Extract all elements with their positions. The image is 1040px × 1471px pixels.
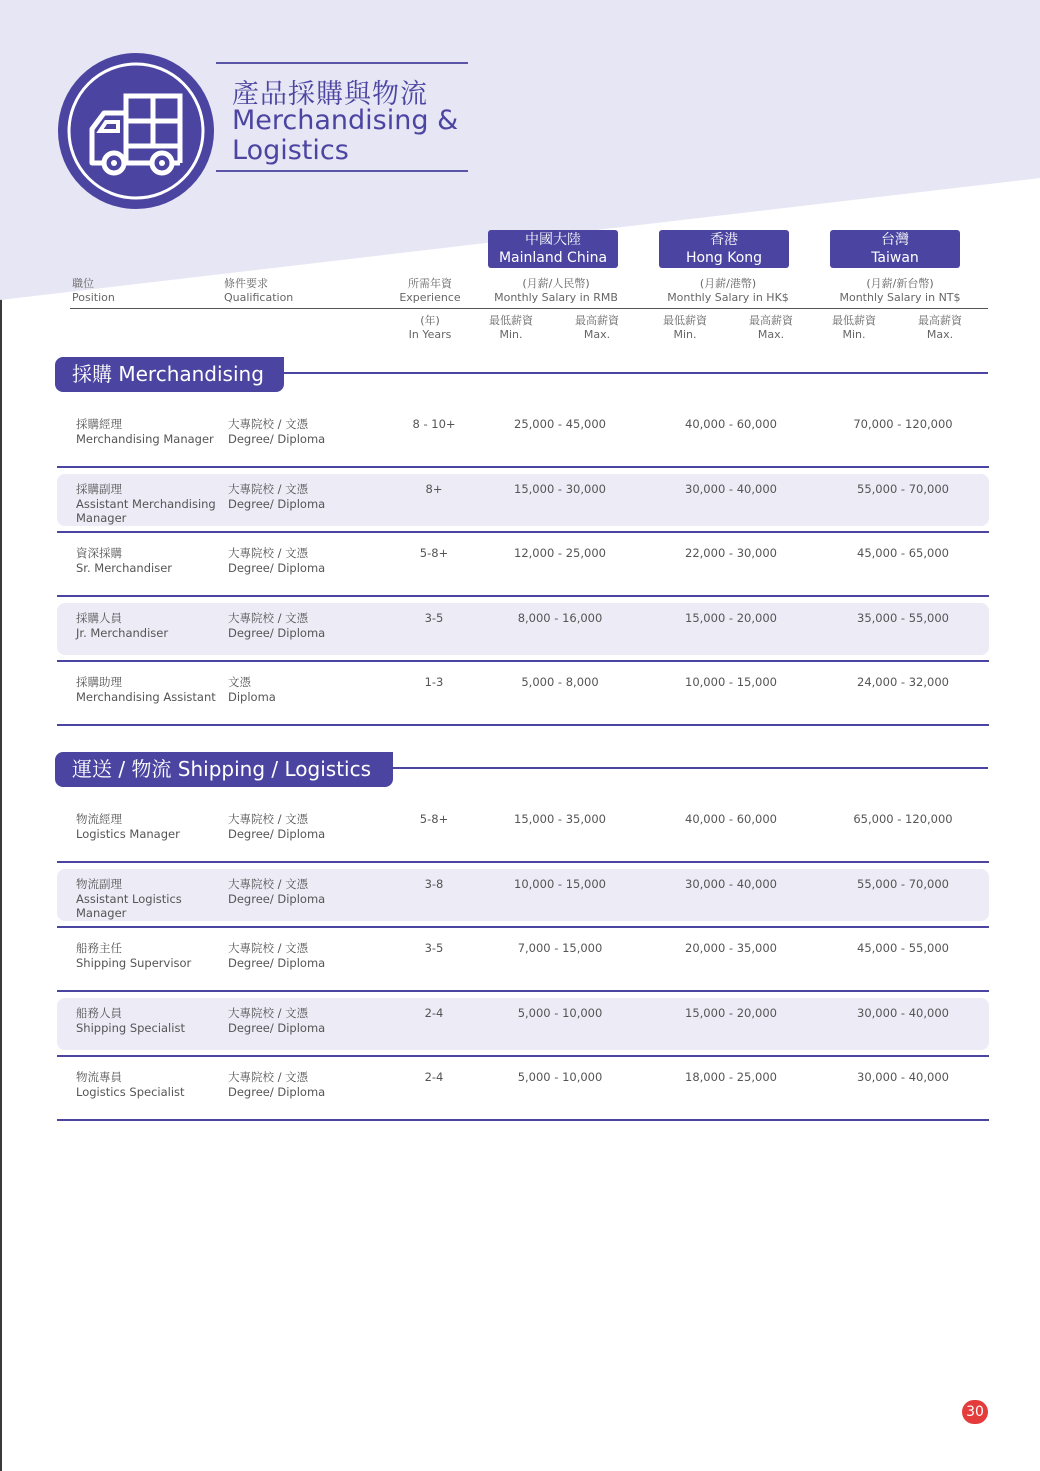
job-title-cn: 船務主任 bbox=[76, 941, 122, 955]
salary-rmb: 8,000 - 16,000 bbox=[517, 611, 603, 625]
job-title-cn: 採購人員 bbox=[76, 611, 122, 625]
salary-hkd: 15,000 - 20,000 bbox=[685, 611, 777, 625]
header-experience bbox=[390, 277, 470, 305]
unit-en: Monthly Salary in NT$ bbox=[839, 291, 961, 304]
qualification-en: Degree/ Diploma bbox=[228, 826, 326, 841]
row-divider bbox=[57, 466, 989, 468]
header-min-en: Min. bbox=[842, 328, 866, 341]
header-max-en: Max. bbox=[926, 328, 954, 341]
job-title bbox=[76, 1006, 226, 1035]
qualification-en: Degree/ Diploma bbox=[228, 431, 326, 446]
salary-hkd: 15,000 - 20,000 bbox=[685, 1006, 777, 1020]
qualification-en: Degree/ Diploma bbox=[228, 955, 326, 970]
salary-hkd: 20,000 - 35,000 bbox=[685, 941, 777, 955]
region-name-cn: 台灣 bbox=[881, 232, 909, 248]
region-name-cn: 中國大陸 bbox=[525, 232, 581, 248]
salary-hkd: 18,000 - 25,000 bbox=[685, 1070, 777, 1084]
row-divider bbox=[57, 861, 989, 863]
job-title bbox=[76, 1070, 226, 1099]
job-title-en: Logistics Manager bbox=[76, 826, 180, 841]
header-max-cn: 最高薪資 bbox=[918, 314, 962, 327]
job-title-en: Sr. Merchandiser bbox=[76, 560, 172, 575]
experience-years: 2-4 bbox=[424, 1006, 444, 1020]
salary-rmb: 5,000 - 8,000 bbox=[521, 675, 599, 689]
qualification-cn: 大專院校 / 文憑 bbox=[228, 1006, 309, 1020]
qualification-en: Degree/ Diploma bbox=[228, 560, 326, 575]
job-title-en: Assistant Merchandising Manager bbox=[76, 496, 216, 525]
salary-ntd: 30,000 - 40,000 bbox=[857, 1006, 949, 1020]
salary-rmb: 5,000 - 10,000 bbox=[517, 1006, 603, 1020]
header-qualification bbox=[224, 277, 293, 305]
experience-years: 3-5 bbox=[424, 941, 444, 955]
salary-ntd: 55,000 - 70,000 bbox=[857, 877, 949, 891]
qualification-cn: 大專院校 / 文憑 bbox=[228, 1070, 309, 1084]
unit-en: Monthly Salary in RMB bbox=[494, 291, 618, 304]
header-years-cn: (年) bbox=[420, 314, 440, 327]
qualification bbox=[228, 675, 276, 704]
qualification bbox=[228, 482, 325, 511]
page-number-badge: 30 bbox=[962, 1400, 988, 1424]
header-min-rmb bbox=[482, 314, 540, 342]
qualification-en: Degree/ Diploma bbox=[228, 1084, 326, 1099]
title-english bbox=[232, 106, 458, 166]
salary-hkd: 30,000 - 40,000 bbox=[685, 482, 777, 496]
region-name-en: Taiwan bbox=[871, 250, 919, 266]
qualification bbox=[228, 812, 325, 841]
salary-ntd: 45,000 - 65,000 bbox=[857, 546, 949, 560]
job-title bbox=[76, 546, 226, 575]
qualification-en: Degree/ Diploma bbox=[228, 1020, 326, 1035]
job-title-en: Merchandising Assistant bbox=[76, 689, 216, 704]
region-badge-hong-kong bbox=[659, 230, 789, 268]
header-max-cn: 最高薪資 bbox=[575, 314, 619, 327]
qualification-cn: 大專院校 / 文憑 bbox=[228, 546, 309, 560]
qualification-en: Diploma bbox=[228, 689, 276, 704]
qualification bbox=[228, 941, 325, 970]
header-experience-cn: 所需年資 bbox=[408, 277, 452, 290]
header-min-ntd bbox=[825, 314, 883, 342]
title-bottom-rule bbox=[216, 170, 468, 172]
row-divider bbox=[57, 1119, 989, 1121]
salary-ntd: 65,000 - 120,000 bbox=[853, 812, 953, 826]
header-unit-rmb bbox=[476, 277, 636, 305]
header-min-cn: 最低薪資 bbox=[832, 314, 876, 327]
header-unit-ntd bbox=[820, 277, 980, 305]
section-label-shipping-logistics: 運送 / 物流 Shipping / Logistics bbox=[55, 752, 393, 787]
experience-years: 8+ bbox=[425, 482, 443, 496]
section-rule bbox=[284, 372, 988, 374]
job-title-en: Jr. Merchandiser bbox=[76, 625, 169, 640]
header-unit-hkd bbox=[648, 277, 808, 305]
qualification bbox=[228, 1070, 325, 1099]
qualification bbox=[228, 611, 325, 640]
qualification-cn: 大專院校 / 文憑 bbox=[228, 941, 309, 955]
salary-rmb: 7,000 - 15,000 bbox=[517, 941, 603, 955]
experience-years: 3-5 bbox=[424, 611, 444, 625]
title-top-rule bbox=[216, 62, 468, 64]
header-max-ntd bbox=[911, 314, 969, 342]
salary-rmb: 5,000 - 10,000 bbox=[517, 1070, 603, 1084]
qualification-en: Degree/ Diploma bbox=[228, 891, 326, 906]
job-title-cn: 物流專員 bbox=[76, 1070, 122, 1084]
salary-rmb: 25,000 - 45,000 bbox=[514, 417, 606, 431]
row-divider bbox=[57, 660, 989, 662]
job-title-en: Shipping Specialist bbox=[76, 1020, 185, 1035]
job-title bbox=[76, 675, 226, 704]
header-max-en: Max. bbox=[583, 328, 611, 341]
row-divider bbox=[57, 531, 989, 533]
row-divider bbox=[57, 990, 989, 992]
job-title bbox=[76, 812, 226, 841]
qualification bbox=[228, 877, 325, 906]
salary-ntd: 24,000 - 32,000 bbox=[857, 675, 949, 689]
region-name-cn: 香港 bbox=[710, 232, 738, 248]
qualification-cn: 大專院校 / 文憑 bbox=[228, 877, 309, 891]
job-title-cn: 物流副理 bbox=[76, 877, 122, 891]
header-position bbox=[72, 277, 115, 305]
experience-years: 1-3 bbox=[424, 675, 444, 689]
qualification-cn: 大專院校 / 文憑 bbox=[228, 812, 309, 826]
region-badge-mainland-china bbox=[488, 230, 618, 268]
salary-hkd: 22,000 - 30,000 bbox=[685, 546, 777, 560]
salary-rmb: 15,000 - 35,000 bbox=[514, 812, 606, 826]
header-min-cn: 最低薪資 bbox=[663, 314, 707, 327]
region-name-en: Hong Kong bbox=[685, 250, 763, 266]
qualification-cn: 大專院校 / 文憑 bbox=[228, 482, 309, 496]
header-years-en: In Years bbox=[408, 328, 452, 341]
qualification bbox=[228, 546, 325, 575]
experience-years: 5-8+ bbox=[419, 546, 449, 560]
salary-hkd: 40,000 - 60,000 bbox=[685, 417, 777, 431]
title-english-line1: Merchandising & bbox=[232, 105, 459, 136]
experience-years: 3-8 bbox=[424, 877, 444, 891]
header-years bbox=[400, 314, 460, 342]
job-title bbox=[76, 611, 226, 640]
salary-ntd: 35,000 - 55,000 bbox=[857, 611, 949, 625]
experience-years: 5-8+ bbox=[419, 812, 449, 826]
header-max-en: Max. bbox=[757, 328, 785, 341]
unit-en: Monthly Salary in HK$ bbox=[667, 291, 789, 304]
job-title-en: Assistant Logistics Manager bbox=[76, 891, 182, 920]
header-qualification-en: Qualification bbox=[224, 291, 294, 304]
header-position-en: Position bbox=[72, 291, 115, 304]
job-title bbox=[76, 417, 226, 446]
delivery-truck-icon bbox=[56, 51, 216, 211]
header-position-cn: 職位 bbox=[72, 277, 94, 290]
qualification-cn: 大專院校 / 文憑 bbox=[228, 417, 309, 431]
page-title bbox=[216, 62, 468, 172]
region-badge-taiwan bbox=[830, 230, 960, 268]
salary-ntd: 30,000 - 40,000 bbox=[857, 1070, 949, 1084]
job-title bbox=[76, 482, 226, 526]
header-max-rmb bbox=[568, 314, 626, 342]
header-min-hkd bbox=[656, 314, 714, 342]
qualification-en: Degree/ Diploma bbox=[228, 496, 326, 511]
job-title-cn: 採購助理 bbox=[76, 675, 122, 689]
job-title-cn: 採購經理 bbox=[76, 417, 122, 431]
job-title bbox=[76, 941, 226, 970]
salary-ntd: 70,000 - 120,000 bbox=[853, 417, 953, 431]
unit-cn: (月薪/人民幣) bbox=[522, 277, 590, 290]
header-min-en: Min. bbox=[499, 328, 523, 341]
header-min-cn: 最低薪資 bbox=[489, 314, 533, 327]
section-rule bbox=[393, 767, 988, 769]
salary-rmb: 10,000 - 15,000 bbox=[514, 877, 606, 891]
title-chinese: 產品採購與物流 bbox=[232, 79, 428, 110]
header-experience-en: Experience bbox=[399, 291, 461, 304]
salary-rmb: 12,000 - 25,000 bbox=[514, 546, 606, 560]
header-max-hkd bbox=[742, 314, 800, 342]
qualification bbox=[228, 1006, 325, 1035]
job-title-cn: 資深採購 bbox=[76, 546, 122, 560]
job-title-cn: 採購副理 bbox=[76, 482, 122, 496]
qualification-cn: 文憑 bbox=[228, 675, 251, 689]
row-divider bbox=[57, 1055, 989, 1057]
section-label-merchandising: 採購 Merchandising bbox=[55, 357, 284, 392]
salary-rmb: 15,000 - 30,000 bbox=[514, 482, 606, 496]
job-title-cn: 物流經理 bbox=[76, 812, 122, 826]
qualification-en: Degree/ Diploma bbox=[228, 625, 326, 640]
header-divider bbox=[70, 308, 988, 309]
title-english-line2: Logistics bbox=[232, 135, 349, 166]
unit-cn: (月薪/新台幣) bbox=[866, 277, 934, 290]
row-divider bbox=[57, 724, 989, 726]
job-title bbox=[76, 877, 226, 921]
row-divider bbox=[57, 595, 989, 597]
job-title-en: Merchandising Manager bbox=[76, 431, 214, 446]
qualification-cn: 大專院校 / 文憑 bbox=[228, 611, 309, 625]
job-title-en: Logistics Specialist bbox=[76, 1084, 185, 1099]
job-title-en: Shipping Supervisor bbox=[76, 955, 192, 970]
salary-hkd: 30,000 - 40,000 bbox=[685, 877, 777, 891]
qualification bbox=[228, 417, 325, 446]
region-name-en: Mainland China bbox=[498, 250, 608, 266]
header-max-cn: 最高薪資 bbox=[749, 314, 793, 327]
salary-hkd: 10,000 - 15,000 bbox=[685, 675, 777, 689]
salary-ntd: 55,000 - 70,000 bbox=[857, 482, 949, 496]
header-min-en: Min. bbox=[673, 328, 697, 341]
header-qualification-cn: 條件要求 bbox=[224, 277, 268, 290]
salary-ntd: 45,000 - 55,000 bbox=[857, 941, 949, 955]
salary-hkd: 40,000 - 60,000 bbox=[685, 812, 777, 826]
unit-cn: (月薪/港幣) bbox=[699, 277, 757, 290]
job-title-cn: 船務人員 bbox=[76, 1006, 122, 1020]
row-divider bbox=[57, 926, 989, 928]
experience-years: 8 - 10+ bbox=[412, 417, 456, 431]
experience-years: 2-4 bbox=[424, 1070, 444, 1084]
